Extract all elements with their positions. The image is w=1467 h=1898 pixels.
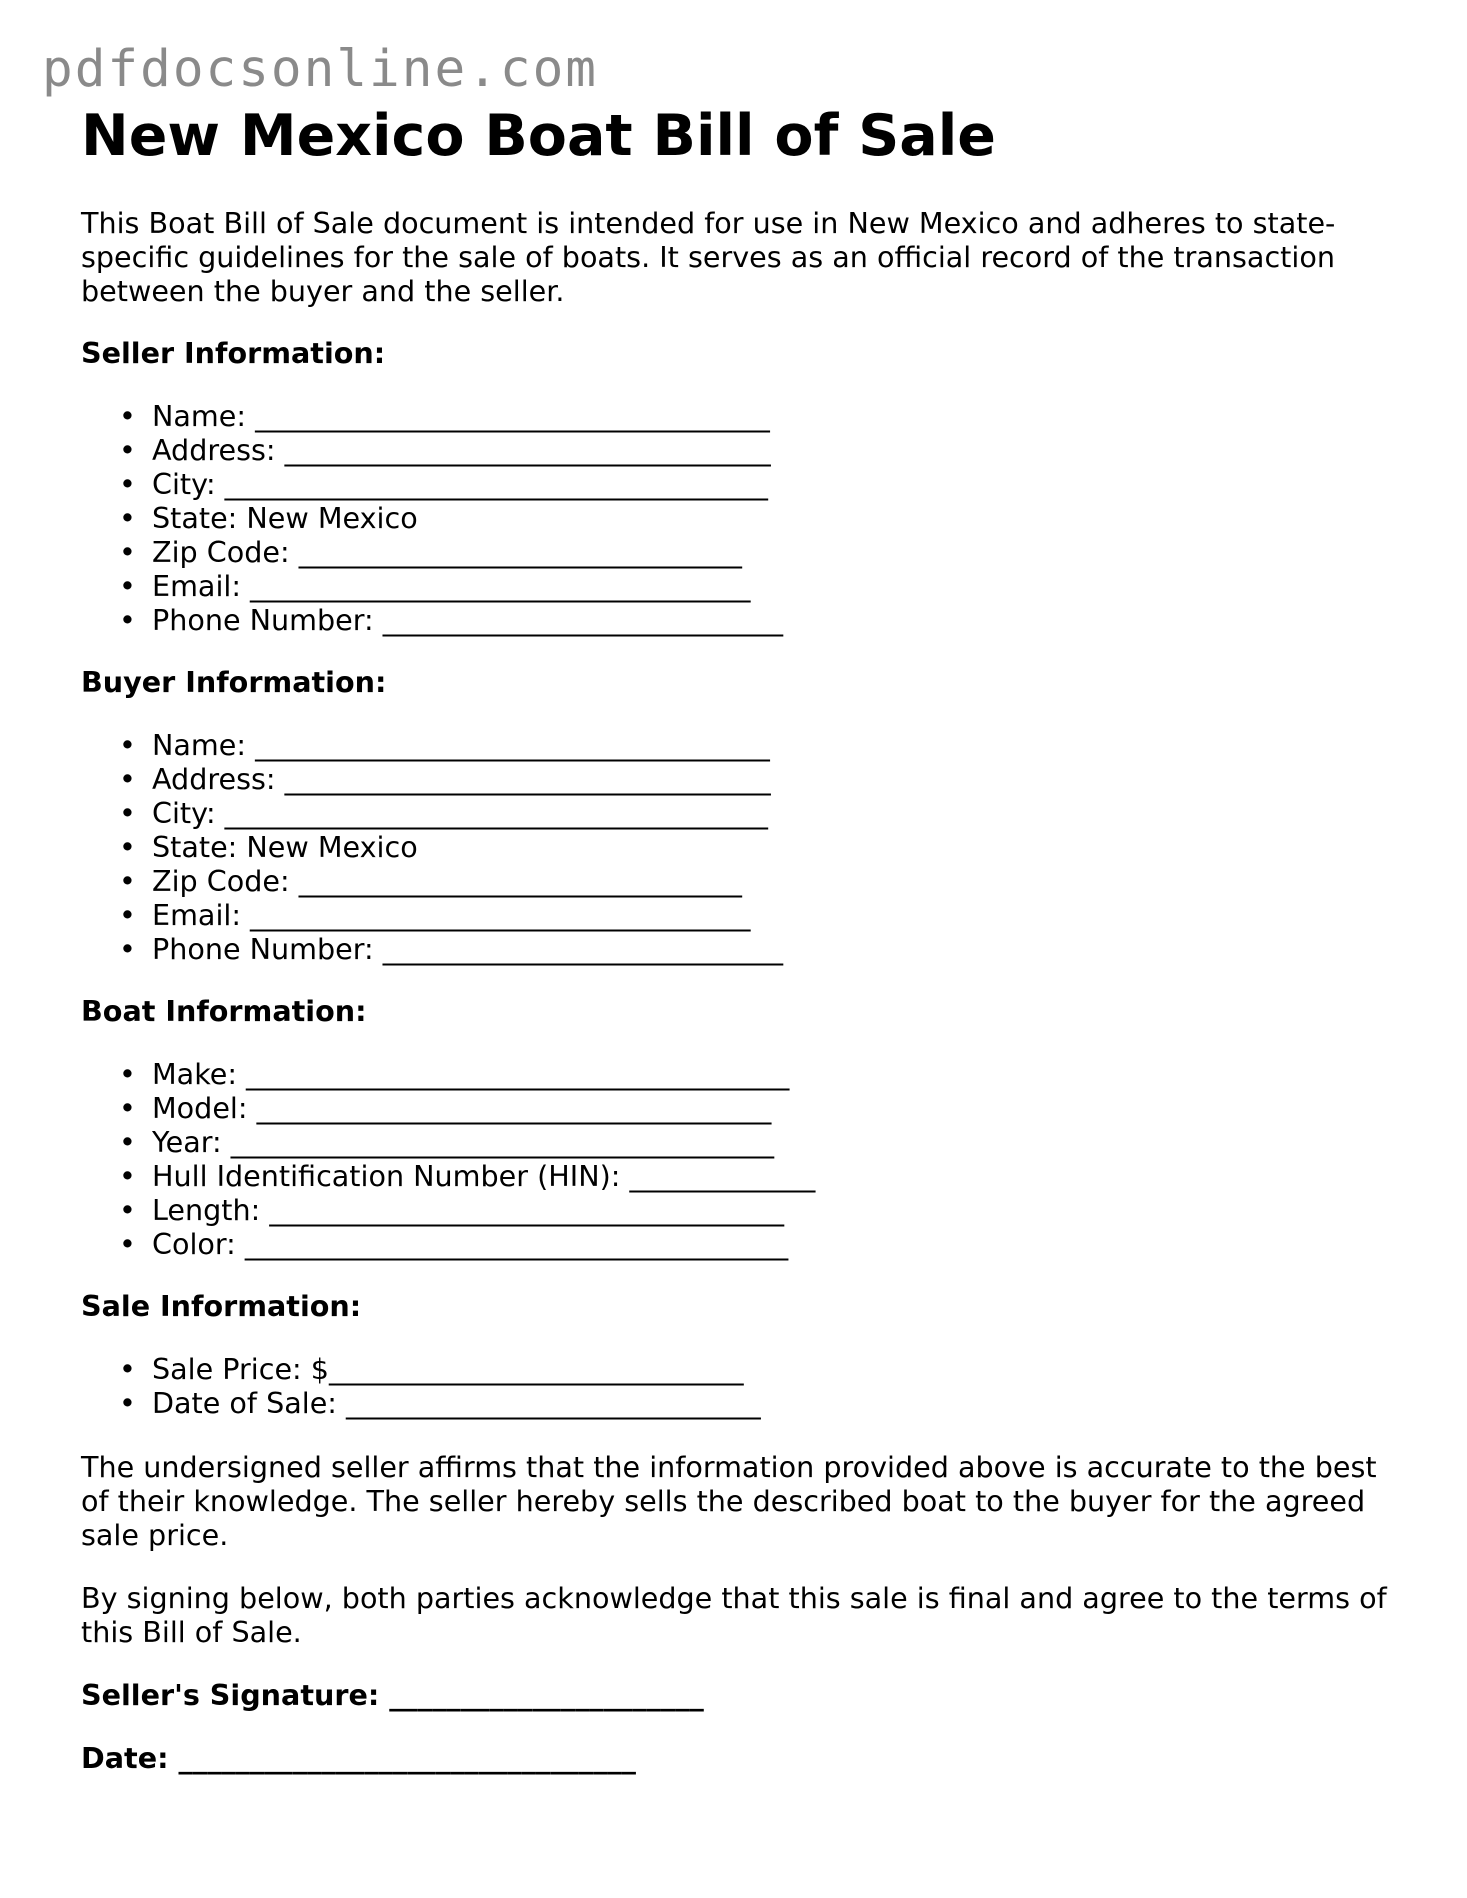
buyer-name-field: • Name: ____________________________________ <box>119 728 770 762</box>
seller-field-list <box>81 399 1391 637</box>
seller-zip-field: • Zip Code: _______________________________ <box>119 535 742 569</box>
bullet-icon: • <box>119 603 136 637</box>
buyer-zip-field: • Zip Code: _______________________________ <box>119 864 742 898</box>
buyer-email-field: • Email: ___________________________________ <box>119 898 751 932</box>
bullet-icon: • <box>119 796 136 830</box>
document-title: New Mexico Boat Bill of Sale <box>81 103 996 169</box>
seller-name-field: • Name: ____________________________________ <box>119 399 770 433</box>
buyer-field-list <box>81 728 1391 966</box>
bullet-icon: • <box>119 433 136 467</box>
bullet-icon: • <box>119 1386 136 1420</box>
watermark: pdfdocsonline.com <box>42 40 598 99</box>
seller-state-field: • State: New Mexico <box>119 501 418 535</box>
bullet-icon: • <box>119 898 136 932</box>
bullet-icon: • <box>119 864 136 898</box>
seller-city-field: • City: ______________________________________ <box>119 467 768 501</box>
boat-hin-field: • Hull Identification Number (HIN): _____________ <box>119 1159 816 1193</box>
seller-email-field: • Email: ___________________________________ <box>119 569 751 603</box>
affirmation-paragraph: The undersigned seller affirms that the information provided above is accurate to the best of their knowledge. The seller hereby sells the described boat to the buyer for the agreed sale price. <box>81 1450 1377 1552</box>
bullet-icon: • <box>119 728 136 762</box>
bullet-icon: • <box>119 1159 136 1193</box>
boat-color-field: • Color: ______________________________________ <box>119 1227 789 1261</box>
bullet-icon: • <box>119 762 136 796</box>
buyer-state-field: • State: New Mexico <box>119 830 418 864</box>
seller-phone-field: • Phone Number: ____________________________ <box>119 603 784 637</box>
bullet-icon: • <box>119 1352 136 1386</box>
seller-signature-line: Seller's Signature: ______________________ <box>81 1678 704 1712</box>
buyer-city-field: • City: ______________________________________ <box>119 796 768 830</box>
boat-year-field: • Year: ______________________________________ <box>119 1125 775 1159</box>
seller-section-heading: Seller Information: <box>81 336 386 370</box>
bullet-icon: • <box>119 1125 136 1159</box>
bullet-icon: • <box>119 569 136 603</box>
boat-model-field: • Model: ____________________________________ <box>119 1091 772 1125</box>
sale-price-field: • Sale Price: $_____________________________ <box>119 1352 744 1386</box>
sale-date-field: • Date of Sale: _____________________________ <box>119 1386 761 1420</box>
signature-date-line: Date: ________________________________ <box>81 1741 636 1775</box>
intro-paragraph: This Boat Bill of Sale document is intended for use in New Mexico and adheres to state-specific guidelines for the sale of boats. It serves as an official record of the transaction between the buyer and the seller. <box>81 206 1336 308</box>
bullet-icon: • <box>119 830 136 864</box>
sale-section-heading: Sale Information: <box>81 1289 362 1323</box>
bullet-icon: • <box>119 535 136 569</box>
document-page <box>81 100 1391 1775</box>
bullet-icon: • <box>119 467 136 501</box>
buyer-address-field: • Address: __________________________________ <box>119 762 771 796</box>
buyer-section-heading: Buyer Information: <box>81 665 387 699</box>
bullet-icon: • <box>119 932 136 966</box>
boat-section-heading: Boat Information: <box>81 994 367 1028</box>
bullet-icon: • <box>119 1091 136 1125</box>
bullet-icon: • <box>119 1227 136 1261</box>
seller-address-field: • Address: __________________________________ <box>119 433 771 467</box>
boat-make-field: • Make: ______________________________________ <box>119 1057 790 1091</box>
boat-length-field: • Length: ____________________________________ <box>119 1193 785 1227</box>
bullet-icon: • <box>119 1057 136 1091</box>
boat-field-list <box>81 1057 1391 1261</box>
bullet-icon: • <box>119 1193 136 1227</box>
bullet-icon: • <box>119 399 136 433</box>
buyer-phone-field: • Phone Number: ____________________________ <box>119 932 784 966</box>
acknowledgement-paragraph: By signing below, both parties acknowledge that this sale is final and agree to the terms of this Bill of Sale. <box>81 1581 1387 1649</box>
sale-field-list <box>81 1352 1391 1420</box>
bullet-icon: • <box>119 501 136 535</box>
